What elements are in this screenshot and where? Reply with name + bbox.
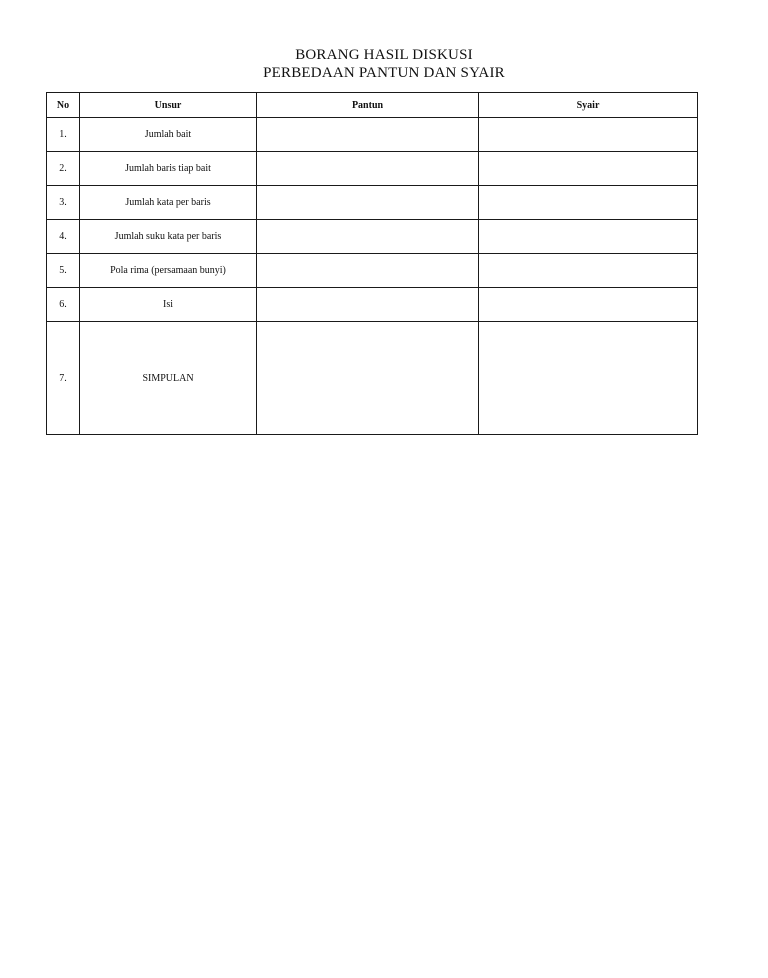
- title-line-2: PERBEDAAN PANTUN DAN SYAIR: [263, 65, 505, 81]
- pantun-answer-cell[interactable]: [257, 254, 479, 288]
- table-row-simpulan: [47, 322, 698, 435]
- row-number: 7.: [47, 322, 80, 435]
- syair-answer-cell[interactable]: [479, 186, 698, 220]
- title-line-1: BORANG HASIL DISKUSI: [295, 47, 473, 63]
- document-title: [0, 46, 768, 82]
- header-syair: Syair: [479, 93, 698, 118]
- pantun-answer-cell[interactable]: [257, 186, 479, 220]
- row-number: 5.: [47, 254, 80, 288]
- row-unsur: Jumlah kata per baris: [80, 186, 257, 220]
- row-number: 4.: [47, 220, 80, 254]
- syair-answer-cell[interactable]: [479, 152, 698, 186]
- row-unsur: Pola rima (persamaan bunyi): [80, 254, 257, 288]
- table-row: [47, 152, 698, 186]
- pantun-answer-cell[interactable]: [257, 152, 479, 186]
- row-number: 3.: [47, 186, 80, 220]
- table-row: [47, 254, 698, 288]
- header-pantun: Pantun: [257, 93, 479, 118]
- row-number: 2.: [47, 152, 80, 186]
- table-header-row: [47, 93, 698, 118]
- table-row: [47, 220, 698, 254]
- row-number: 6.: [47, 288, 80, 322]
- pantun-answer-cell[interactable]: [257, 220, 479, 254]
- row-unsur: Jumlah baris tiap bait: [80, 152, 257, 186]
- table-row: [47, 118, 698, 152]
- comparison-table: [46, 92, 698, 435]
- syair-answer-cell[interactable]: [479, 118, 698, 152]
- syair-answer-cell[interactable]: [479, 220, 698, 254]
- row-unsur: Jumlah bait: [80, 118, 257, 152]
- syair-answer-cell[interactable]: [479, 254, 698, 288]
- table-row: [47, 186, 698, 220]
- syair-answer-cell[interactable]: [479, 288, 698, 322]
- row-unsur: SIMPULAN: [80, 322, 257, 435]
- table-row: [47, 288, 698, 322]
- pantun-answer-cell[interactable]: [257, 118, 479, 152]
- row-unsur: Isi: [80, 288, 257, 322]
- row-unsur: Jumlah suku kata per baris: [80, 220, 257, 254]
- pantun-answer-cell[interactable]: [257, 288, 479, 322]
- header-no: No: [47, 93, 80, 118]
- header-unsur: Unsur: [80, 93, 257, 118]
- syair-conclusion-cell[interactable]: [479, 322, 698, 435]
- row-number: 1.: [47, 118, 80, 152]
- pantun-conclusion-cell[interactable]: [257, 322, 479, 435]
